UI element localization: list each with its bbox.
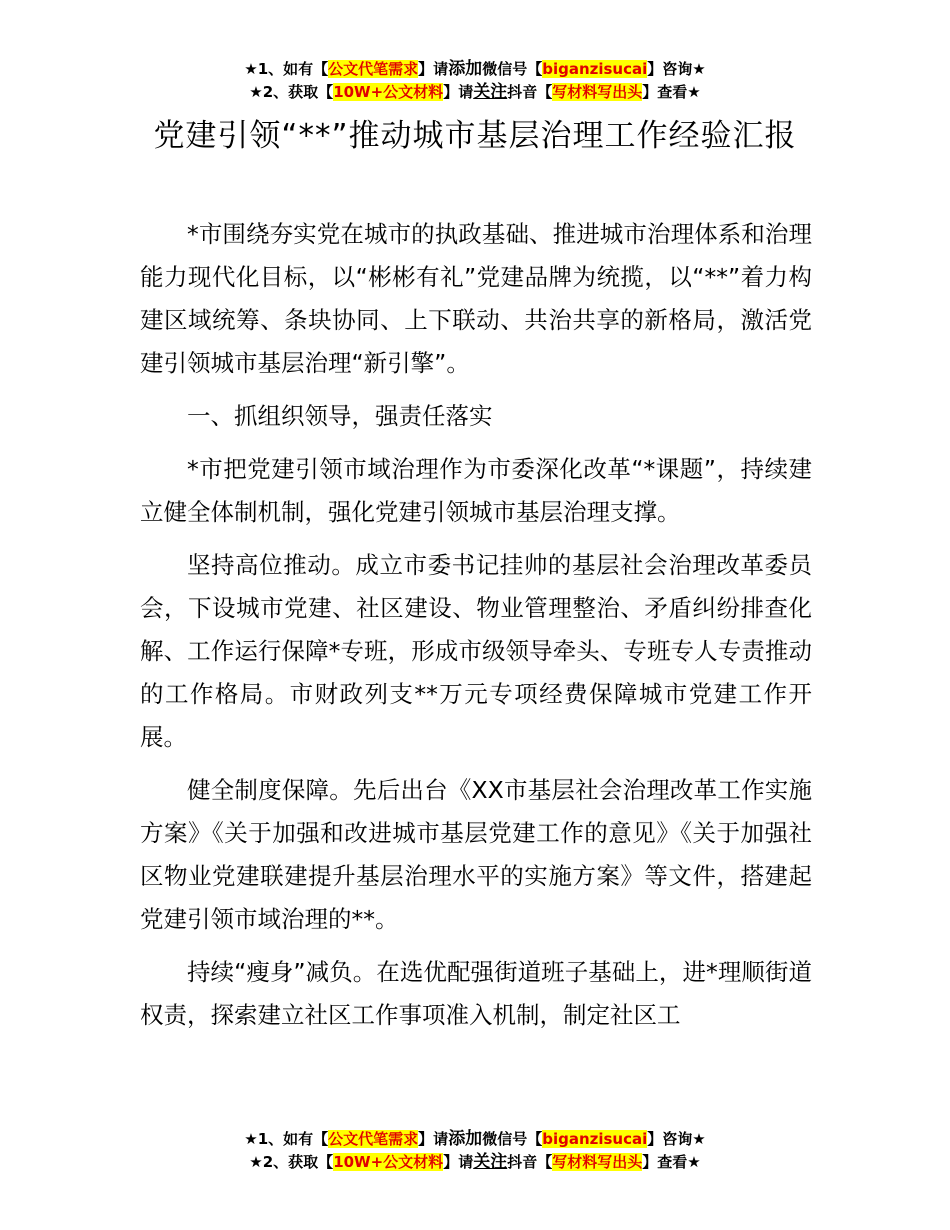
- paragraph-high-level-push: 坚持高位推动。成立市委书记挂帅的基层社会治理改革委员会，下设城市党建、社区建设、物业管理整治、矛盾纠纷排查化解、工作运行保障*专班，形成市级领导牵头、专班专人专责推动的工作格局。市财政列支**万元专项经费保障城市党建工作开展。: [140, 551, 812, 751]
- paragraph-section-intro: *市把党建引领市域治理作为市委深化改革“*课题”，持续建立健全体制机制，强化党建引领城市基层治理支撑。: [140, 455, 812, 526]
- paragraph-institutional-guarantee: 健全制度保障。先后出台《XX市基层社会治理改革工作实施方案》《关于加强和改进城市基层党建工作的意见》《关于加强社区物业党建联建提升基层治理水平的实施方案》等文件，搭建起党建引领市域治理的**。: [140, 776, 812, 933]
- paragraph-burden-reduction: 持续“瘦身”减负。在选优配强街道班子基础上，进*理顺街道权责，探索建立社区工作事项准入机制，制定社区工: [140, 958, 812, 1029]
- document-body: [140, 213, 812, 1047]
- footer-banner-line-2: ★2、获取【10W+公文材料】请关注抖音【写材料写出头】查看★: [249, 1152, 701, 1172]
- footer-banner-line-1: ★1、如有【公文代笔需求】请添加微信号【biganzisucai】咨询★: [244, 1129, 706, 1149]
- banner-line-2: ★2、获取【10W+公文材料】请关注抖音【写材料写出头】查看★: [249, 82, 701, 102]
- header-banner: [0, 58, 950, 104]
- footer-banner: [0, 1128, 950, 1174]
- banner-line-1: ★1、如有【公文代笔需求】请添加微信号【biganzisucai】咨询★: [244, 59, 706, 79]
- document-title: 党建引领“**”推动城市基层治理工作经验汇报: [153, 118, 797, 154]
- paragraph-intro: *市围绕夯实党在城市的执政基础、推进城市治理体系和治理能力现代化目标，以“彬彬有礼”党建品牌为统揽，以“**”着力构建区域统筹、条块协同、上下联动、共治共享的新格局，激活党建引领城市基层治理“新引擎”。: [140, 220, 812, 377]
- section-heading-1: 一、抓组织领导，强责任落实: [187, 402, 493, 430]
